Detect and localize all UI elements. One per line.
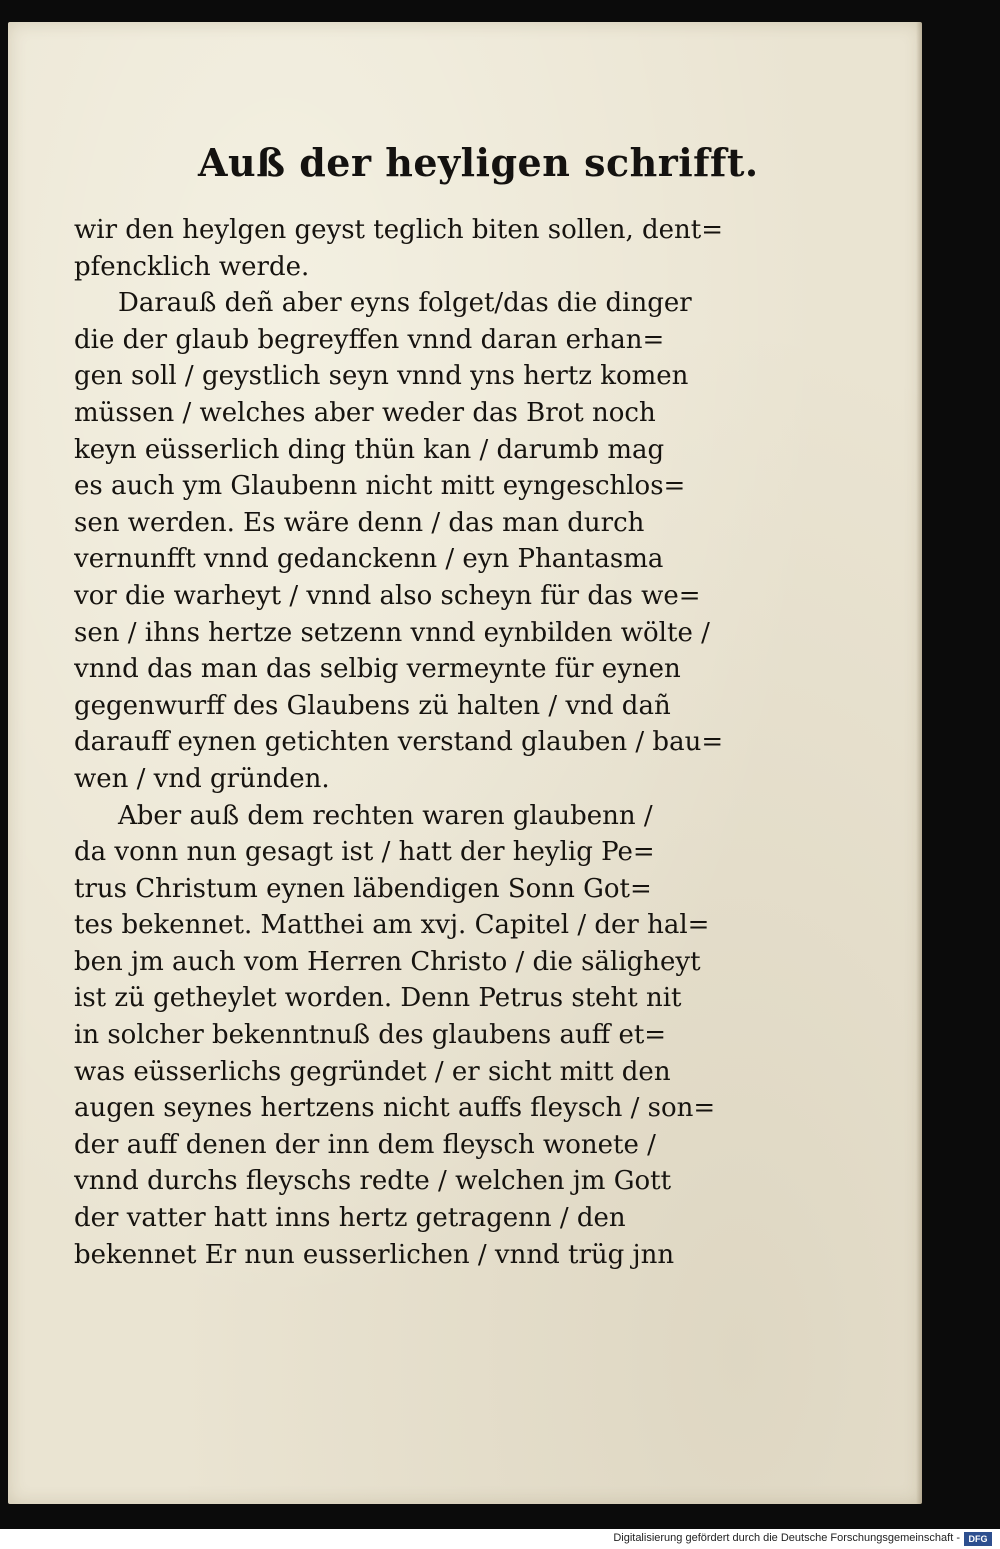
text-line: trus Christum eynen läbendigen Sonn Got= xyxy=(74,873,652,904)
text-line: der auff denen der inn dem fleysch wonete / xyxy=(74,1129,656,1160)
text-line: tes bekennet. Matthei am xvj. Capitel / der hal= xyxy=(74,910,710,941)
running-head: Auß der heyligen schrifft. xyxy=(198,140,759,185)
text-line: sen / ihns hertze setzenn vnnd eynbilden wölte / xyxy=(74,617,710,648)
text-line: was eüsserlichs gegründet / er sicht mitt den xyxy=(74,1056,671,1087)
body-text xyxy=(74,212,750,1273)
text-line: es auch ym Glaubenn nicht mitt eyngeschlos= xyxy=(74,471,686,502)
text-line: ist zü getheylet worden. Denn Petrus steht nit xyxy=(74,983,682,1014)
text-line: vernunfft vnnd gedanckenn / eyn Phantasma xyxy=(74,544,664,575)
text-line: da vonn nun gesagt ist / hatt der heylig Pe= xyxy=(74,837,655,868)
text-line: vor die warheyt / vnnd also scheyn für das we= xyxy=(74,580,701,611)
text-line: Aber auß dem rechten waren glaubenn / xyxy=(118,800,653,831)
text-line: müssen / welches aber weder das Brot noch xyxy=(74,397,656,428)
text-line: sen werden. Es wäre denn / das man durch xyxy=(74,507,645,538)
funding-credit: Digitalisierung gefördert durch die Deutsche Forschungsgemeinschaft - xyxy=(613,1532,960,1544)
text-line: bekennet Er nun eusserlichen / vnnd trüg jnn xyxy=(74,1239,675,1270)
text-line: in solcher bekenntnuß des glaubens auff et= xyxy=(74,1020,667,1051)
text-line: pfencklich werde. xyxy=(74,251,310,282)
text-line: Darauß deñ aber eyns folget/das die dinger xyxy=(118,288,692,319)
text-line: ben jm auch vom Herren Christo / die säligheyt xyxy=(74,946,701,977)
footer-bar xyxy=(0,1529,1000,1549)
text-line: wir den heylgen geyst teglich biten sollen, dent= xyxy=(74,215,724,245)
dfg-logo-icon: DFG xyxy=(964,1532,992,1546)
text-line: vnnd durchs fleyschs redte / welchen jm Gott xyxy=(74,1166,672,1197)
text-line: darauff eynen getichten verstand glauben / bau= xyxy=(74,727,724,758)
text-line: wen / vnd gründen. xyxy=(74,763,330,794)
text-line: gegenwurff des Glaubens zü halten / vnd dañ xyxy=(74,690,671,721)
text-line: der vatter hatt inns hertz getragenn / den xyxy=(74,1203,626,1234)
text-line: vnnd das man das selbig vermeynte für eynen xyxy=(74,654,681,685)
text-line: augen seynes hertzens nicht auffs fleysch / son= xyxy=(74,1093,716,1124)
page-edge-shadow xyxy=(916,22,922,1504)
text-line: die der glaub begreyffen vnnd daran erhan= xyxy=(74,324,665,355)
text-line: gen soll / geystlich seyn vnnd yns hertz komen xyxy=(74,361,689,392)
text-line: keyn eüsserlich ding thün kan / darumb mag xyxy=(74,434,665,465)
book-page xyxy=(8,22,922,1504)
